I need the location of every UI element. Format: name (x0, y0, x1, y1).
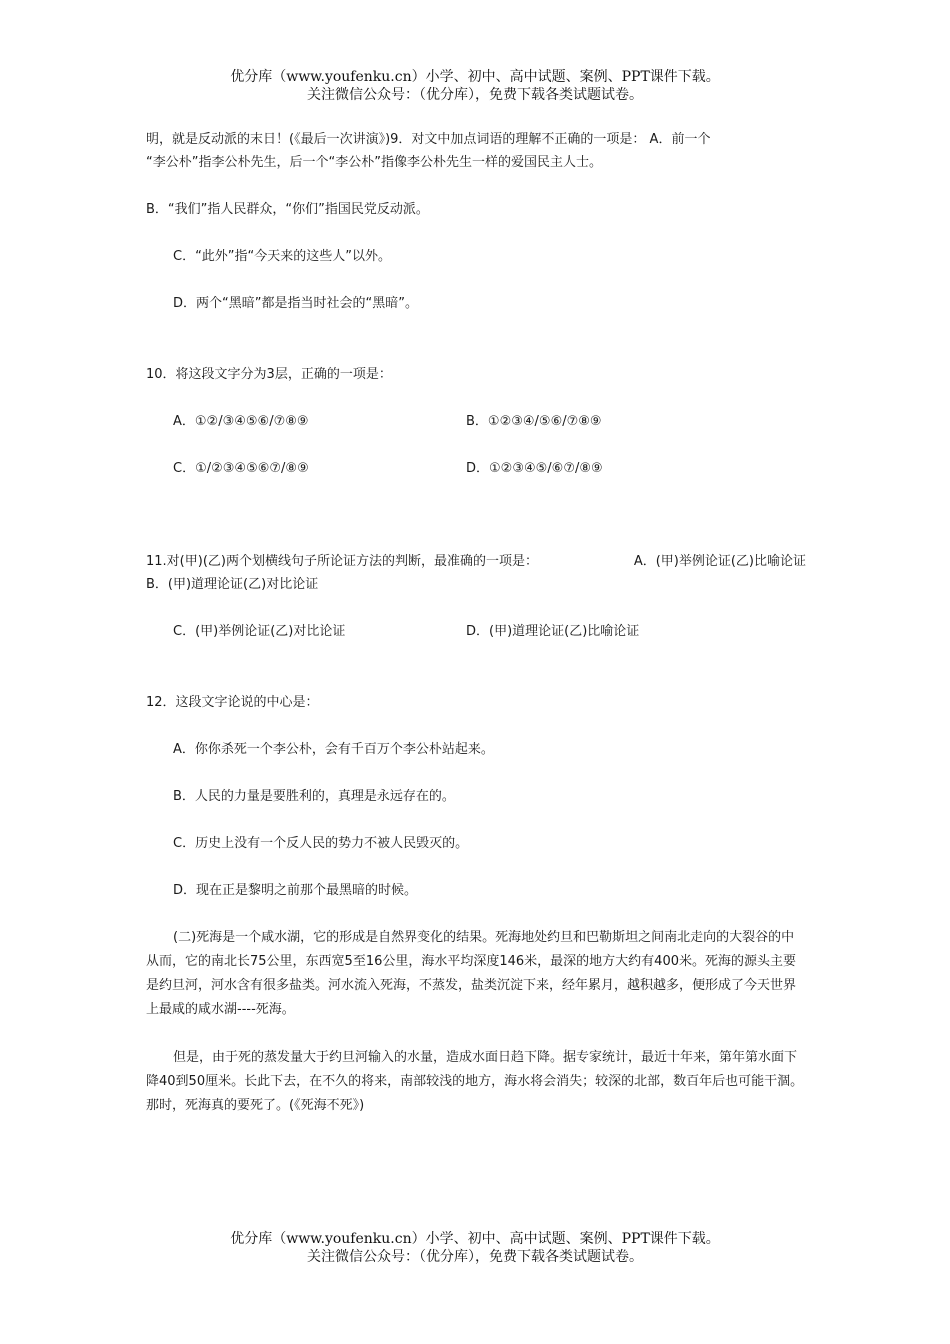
q11-stem: 11.对(甲)(乙)两个划横线句子所论证方法的判断，最准确的一项是： (146, 554, 538, 569)
question-12 (146, 691, 806, 902)
q9-line-2: “李公朴”指李公朴先生，后一个“李公朴”指像李公朴先生一样的爱国民主人士。 (146, 155, 602, 170)
q9-option-d: D．两个“黑暗”都是指当时社会的“黑暗”。 (173, 296, 418, 311)
q12-option-b: B．人民的力量是要胜利的，真理是永远存在的。 (173, 789, 455, 804)
q11-option-c: C．(甲)举例论证(乙)对比论证 (173, 624, 346, 639)
q11-option-d: D．(甲)道理论证(乙)比喻论证 (466, 624, 640, 639)
passage2-paragraph-2: 但是，由于死的蒸发量大于约旦河输入的水量，造成水面日趋下降。据专家统计，最近十年来，第年第水面下降40到50厘米。长此下去，在不久的将来，南部较浅的地方，海水将会消失；较深的北部，数百年后也可能干涸。那时，死海真的要死了。(《死海不死》) (146, 1050, 804, 1113)
q10-option-a: A．①②/③④⑤⑥/⑦⑧⑨ (173, 414, 309, 429)
q12-stem: 12．这段文字论说的中心是： (146, 695, 319, 710)
passage2-paragraph-1: (二)死海是一个咸水湖，它的形成是自然界变化的结果。死海地处约旦和巴勒斯坦之间南北走向的大裂谷的中从而，它的南北长75公里，东西宽5至16公里，海水平均深度146米，最深的地方大约有400米。死海的源头主要是约旦河，河水含有很多盐类。河水流入死海，不蒸发，盐类沉淀下来，经年累月，越积越多，便形成了今天世界上最咸的咸水湖----死海。 (146, 930, 797, 1017)
q12-option-c: C．历史上没有一个反人民的势力不被人民毁灭的。 (173, 836, 469, 851)
q11-option-b: B．(甲)道理论证(乙)对比论证 (146, 577, 319, 592)
q9-option-b: B．“我们”指人民群众，“你们”指国民党反动派。 (146, 202, 429, 217)
q12-option-a: A．你你杀死一个李公朴，会有千百万个李公朴站起来。 (173, 742, 494, 757)
q10-option-c: C．①/②③④⑤⑥⑦/⑧⑨ (173, 461, 309, 476)
page-header (0, 68, 950, 104)
question-11 (146, 550, 806, 643)
page-footer (0, 1230, 950, 1266)
q10-row-cd (146, 457, 806, 480)
document-body (146, 128, 806, 1118)
question-10 (146, 363, 806, 480)
question-9 (146, 128, 806, 315)
q9-option-c: C．“此外”指“今天来的这些人”以外。 (173, 249, 392, 264)
q11-option-a: A．(甲)举例论证(乙)比喻论证 (633, 554, 806, 569)
footer-line-2: 关注微信公众号：（优分库），免费下载各类试题试卷。 (307, 1249, 643, 1265)
header-line-1: 优分库（www.youfenku.cn）小学、初中、高中试题、案例、PPT课件下载。 (230, 69, 720, 85)
header-line-2: 关注微信公众号：（优分库），免费下载各类试题试卷。 (307, 87, 643, 103)
q10-row-ab (146, 410, 806, 433)
q10-stem: 10．将这段文字分为3层，正确的一项是： (146, 367, 392, 382)
q11-row-cd (146, 620, 806, 643)
footer-line-1: 优分库（www.youfenku.cn）小学、初中、高中试题、案例、PPT课件下载。 (230, 1231, 720, 1247)
q9-line-1: 明，就是反动派的末日！(《最后一次讲演》)9．对文中加点词语的理解不正确的一项是： A．前一个 (146, 132, 711, 147)
q12-option-d: D．现在正是黎明之前那个最黑暗的时候。 (173, 883, 418, 898)
q11-stem-line (146, 550, 806, 573)
q10-option-b: B．①②③④/⑤⑥/⑦⑧⑨ (466, 414, 602, 429)
q10-option-d: D．①②③④⑤/⑥⑦/⑧⑨ (466, 461, 603, 476)
reading-passage-2 (146, 926, 806, 1118)
